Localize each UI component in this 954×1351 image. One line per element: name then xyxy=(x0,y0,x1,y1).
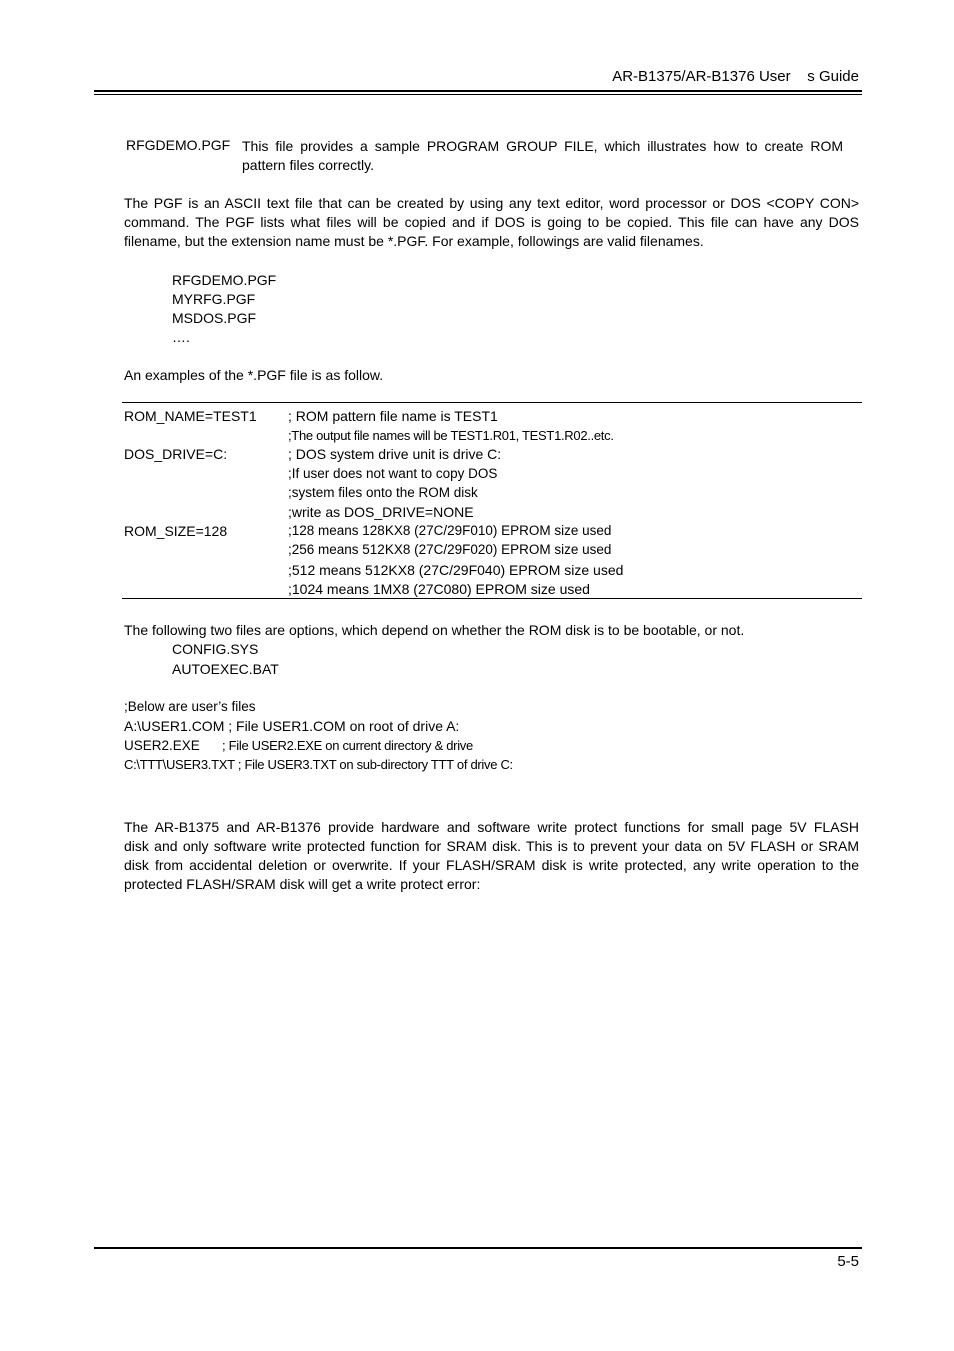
write-protect-line-2: disk and only software write protected function for SRAM disk. This is to prevent your data on 5V FLASH or SRAM xyxy=(124,838,859,854)
write-protect-line-1: The AR-B1375 and AR-B1376 provide hardware and software write protect functions for small page 5V FLASH xyxy=(124,819,859,835)
pgf-intro-line-1: The PGF is an ASCII text file that can be created by using any text editor, word processor or DOS <COPY CON> xyxy=(124,195,859,211)
write-protect-line-4: protected FLASH/SRAM disk will get a write protect error: xyxy=(124,876,481,892)
filename-example-1: RFGDEMO.PGF xyxy=(172,272,277,288)
options-file-config: CONFIG.SYS xyxy=(172,641,259,657)
pgf-intro-paragraph xyxy=(124,194,859,251)
user-file-line-2-comment: ; File USER2.EXE on current directory & drive xyxy=(222,738,473,753)
rfgdemo-desc-line-1: This file provides a sample PROGRAM GROUP FILE, which illustrates how to create ROM xyxy=(242,138,843,154)
rom-name-comment-2: ;The output file names will be TEST1.R01, TEST1.R02..etc. xyxy=(288,428,614,443)
dos-drive-comment-3: ;system files onto the ROM disk xyxy=(288,485,478,500)
rom-name-key: ROM_NAME=TEST1 xyxy=(124,408,257,424)
pgf-intro-line-2: command. The PGF lists what files will be copied and if DOS is going to be copied. This file can have any DOS xyxy=(124,214,859,230)
header-rule xyxy=(94,90,862,92)
user-file-line-1: A:\USER1.COM ; File USER1.COM on root of drive A: xyxy=(124,718,460,734)
filename-example-ellipsis: …. xyxy=(172,329,190,345)
page-number: 5-5 xyxy=(837,1253,859,1270)
user-file-line-2-name: USER2.EXE xyxy=(124,738,200,753)
rfgdemo-desc-line-2: pattern files correctly. xyxy=(242,157,375,173)
example-intro: An examples of the *.PGF file is as follow. xyxy=(124,367,384,383)
rom-size-comment-3: ;512 means 512KX8 (27C/29F040) EPROM size used xyxy=(288,562,624,578)
write-protect-paragraph xyxy=(124,818,859,894)
rom-size-comment-1: ;128 means 128KX8 (27C/29F010) EPROM size used xyxy=(288,523,612,538)
example-box-top-rule xyxy=(122,402,862,403)
user-file-line-3: C:\TTT\USER3.TXT ; File USER3.TXT on sub-directory TTT of drive C: xyxy=(124,757,513,772)
write-protect-line-3: disk from accidental deletion or overwrite. If your FLASH/SRAM disk is write protected, any write operation to the xyxy=(124,857,859,873)
example-box-bottom-rule xyxy=(122,598,862,599)
filename-example-2: MYRFG.PGF xyxy=(172,291,256,307)
rom-size-key: ROM_SIZE=128 xyxy=(124,523,228,539)
footer-rule xyxy=(94,1247,862,1249)
header-rule-thin xyxy=(94,94,862,95)
pgf-intro-line-3: filename, but the extension name must be *.PGF. For example, followings are valid filenames. xyxy=(124,233,704,249)
rom-size-comment-4: ;1024 means 1MX8 (27C080) EPROM size used xyxy=(288,581,590,597)
rfgdemo-filename: RFGDEMO.PGF xyxy=(126,137,231,153)
options-intro: The following two files are options, which depend on whether the ROM disk is to be bootable, or not. xyxy=(124,622,745,638)
rfgdemo-description xyxy=(242,137,843,175)
options-file-autoexec: AUTOEXEC.BAT xyxy=(172,661,279,677)
header-title: AR-B1375/AR-B1376 User s Guide xyxy=(612,68,859,85)
user-files-heading: ;Below are user’s files xyxy=(124,699,256,714)
dos-drive-comment-4: ;write as DOS_DRIVE=NONE xyxy=(288,504,474,520)
dos-drive-comment-1: ; DOS system drive unit is drive C: xyxy=(288,446,502,462)
dos-drive-key: DOS_DRIVE=C: xyxy=(124,446,228,462)
rom-name-comment-1: ; ROM pattern file name is TEST1 xyxy=(288,408,498,424)
rom-size-comment-2: ;256 means 512KX8 (27C/29F020) EPROM size used xyxy=(288,542,612,557)
filename-example-3: MSDOS.PGF xyxy=(172,310,257,326)
dos-drive-comment-2: ;If user does not want to copy DOS xyxy=(288,466,498,481)
